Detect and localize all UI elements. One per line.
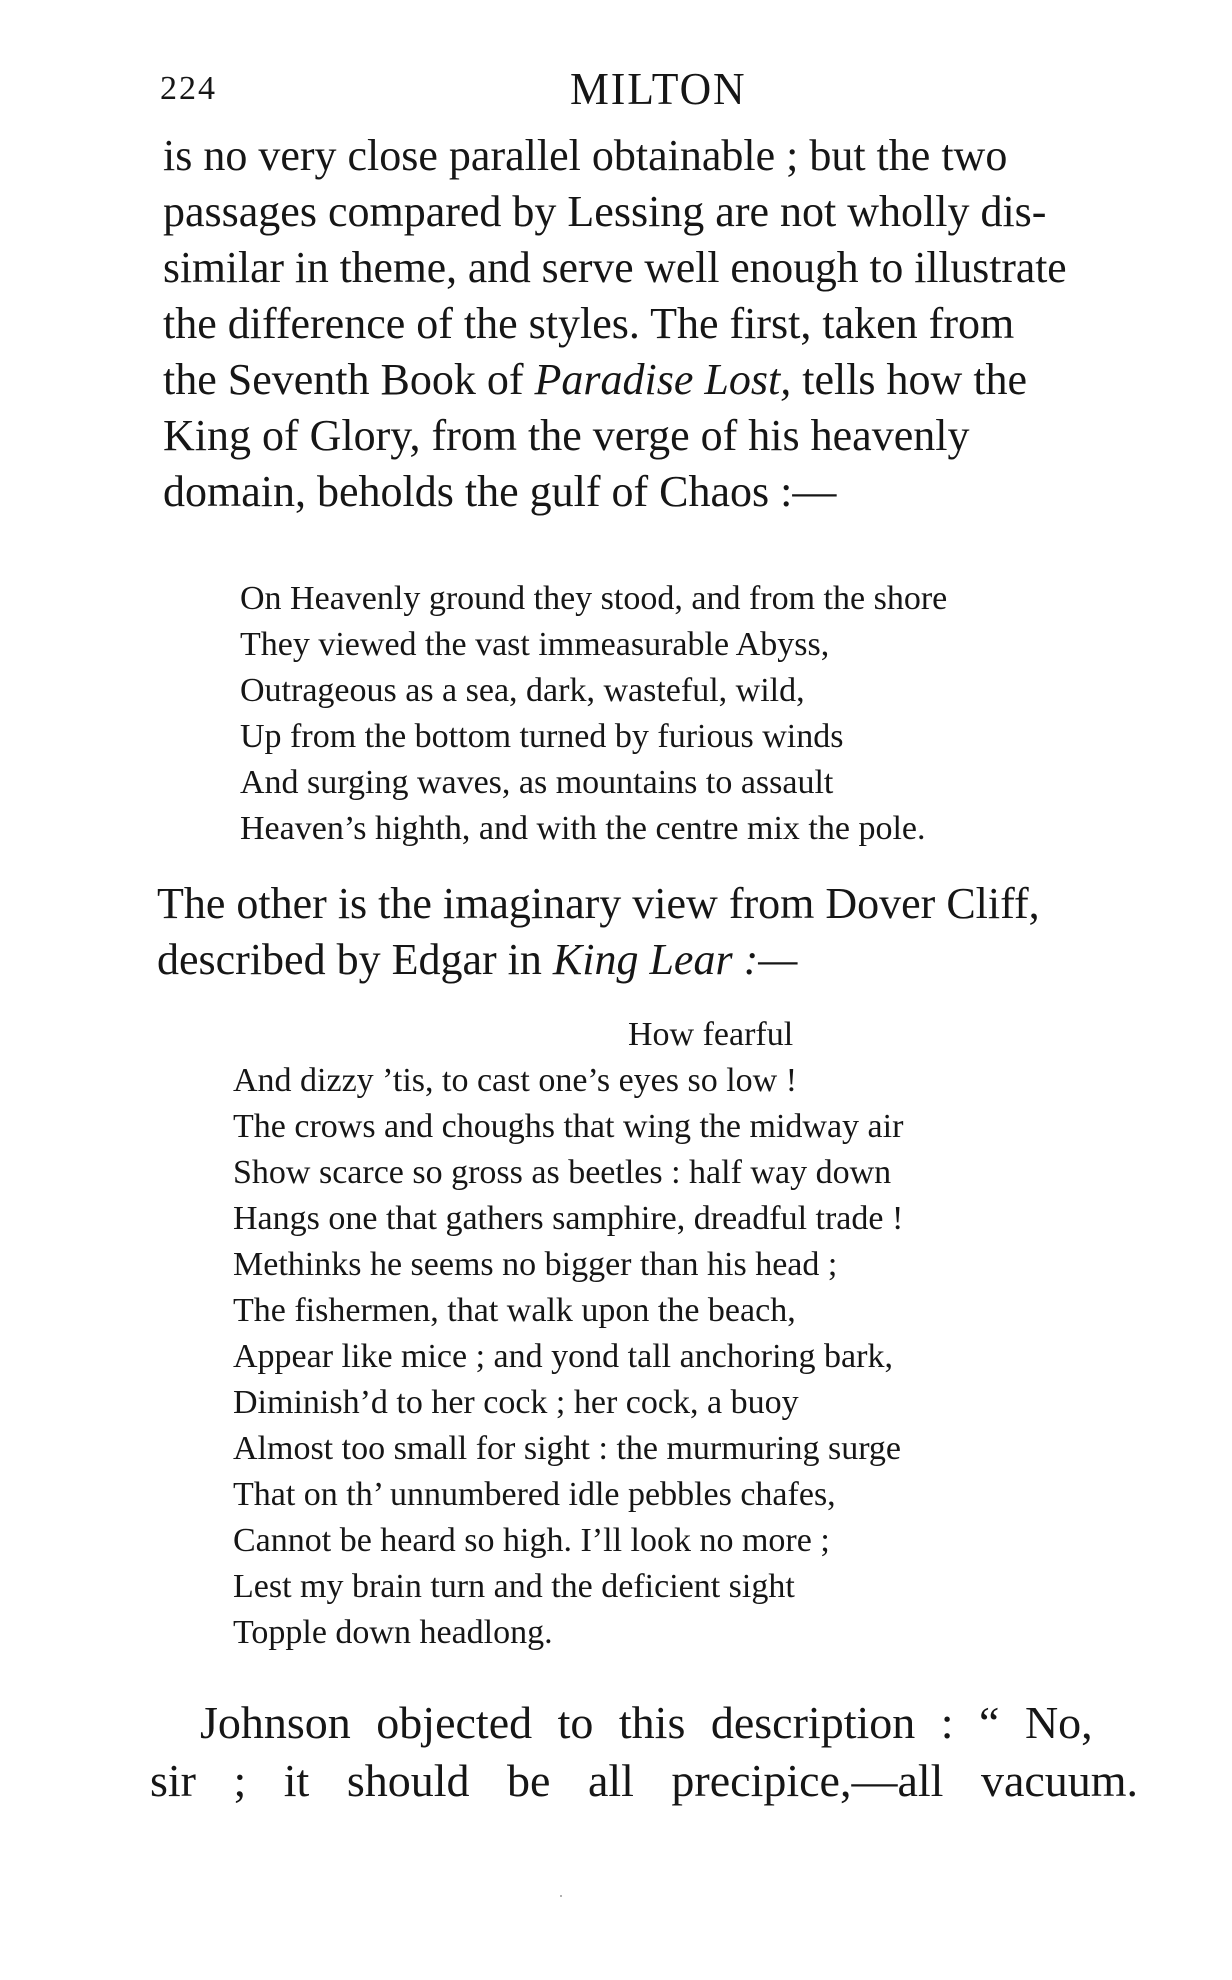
paragraph-dover-cliff (157, 876, 1157, 988)
verse-line: How fearful (628, 1016, 794, 1053)
verse-line: Show scarce so gross as beetles : half way down (233, 1154, 892, 1191)
paragraph-lessing (163, 128, 1163, 520)
paragraph-line: passages compared by Lessing are not wholly dis- (163, 187, 1047, 236)
paragraph-line: King of Glory, from the verge of his heavenly (163, 411, 970, 460)
paragraph-line-with-title (157, 932, 1157, 988)
verse-line: Lest my brain turn and the deficient sight (233, 1568, 795, 1605)
verse-line: Almost too small for sight : the murmuring surge (233, 1430, 901, 1467)
verse-line: Up from the bottom turned by furious winds (240, 718, 844, 755)
paragraph-line: the difference of the styles. The first, taken from (163, 299, 1015, 348)
paragraph-line: domain, beholds the gulf of Chaos :— (163, 467, 837, 516)
paragraph-text: described by Edgar in (157, 935, 542, 984)
paragraph-johnson (150, 1694, 1150, 1810)
paragraph-text: the Seventh Book of (163, 355, 524, 404)
running-head: MILTON (570, 63, 747, 114)
verse-line: Outrageous as a sea, dark, wasteful, wild, (240, 672, 805, 709)
verse-king-lear (233, 1012, 903, 1656)
verse-paradise-lost (240, 576, 947, 852)
book-title-paradise-lost: Paradise Lost, (534, 355, 792, 404)
play-title-king-lear: King Lear :— (552, 935, 798, 984)
verse-line: Topple down headlong. (233, 1614, 553, 1651)
page-header (160, 62, 920, 122)
verse-line: And surging waves, as mountains to assault (240, 764, 834, 801)
verse-line: The fishermen, that walk upon the beach, (233, 1292, 796, 1329)
verse-line: On Heavenly ground they stood, and from the shore (240, 580, 948, 617)
paragraph-line: The other is the imaginary view from Dover Cliff, (157, 879, 1040, 928)
paragraph-line: similar in theme, and serve well enough to illustrate (163, 243, 1067, 292)
verse-line: Heaven’s highth, and with the centre mix the pole. (240, 810, 926, 847)
verse-line: Diminish’d to her cock ; her cock, a buoy (233, 1384, 799, 1421)
paragraph-line-with-title (163, 352, 1163, 408)
verse-line: And dizzy ’tis, to cast one’s eyes so low ! (233, 1062, 798, 1099)
paper-speck (560, 1895, 562, 1897)
page-number: 224 (160, 70, 217, 107)
verse-line: They viewed the vast immeasurable Abyss, (240, 626, 830, 663)
verse-line: Appear like mice ; and yond tall anchoring bark, (233, 1338, 893, 1375)
verse-line: That on th’ unnumbered idle pebbles chafes, (233, 1476, 836, 1513)
verse-line: Hangs one that gathers samphire, dreadful trade ! (233, 1200, 904, 1237)
paragraph-line: sir ; it should be all precipice,—all vacuum. (150, 1755, 1139, 1806)
verse-line: The crows and choughs that wing the midway air (233, 1108, 904, 1145)
paragraph-text: tells how the (802, 355, 1028, 404)
verse-line: Methinks he seems no bigger than his head ; (233, 1246, 838, 1283)
paragraph-line: is no very close parallel obtainable ; but the two (163, 131, 1008, 180)
paragraph-line: Johnson objected to this description : “ No, (200, 1697, 1093, 1748)
verse-line: Cannot be heard so high. I’ll look no more ; (233, 1522, 830, 1559)
